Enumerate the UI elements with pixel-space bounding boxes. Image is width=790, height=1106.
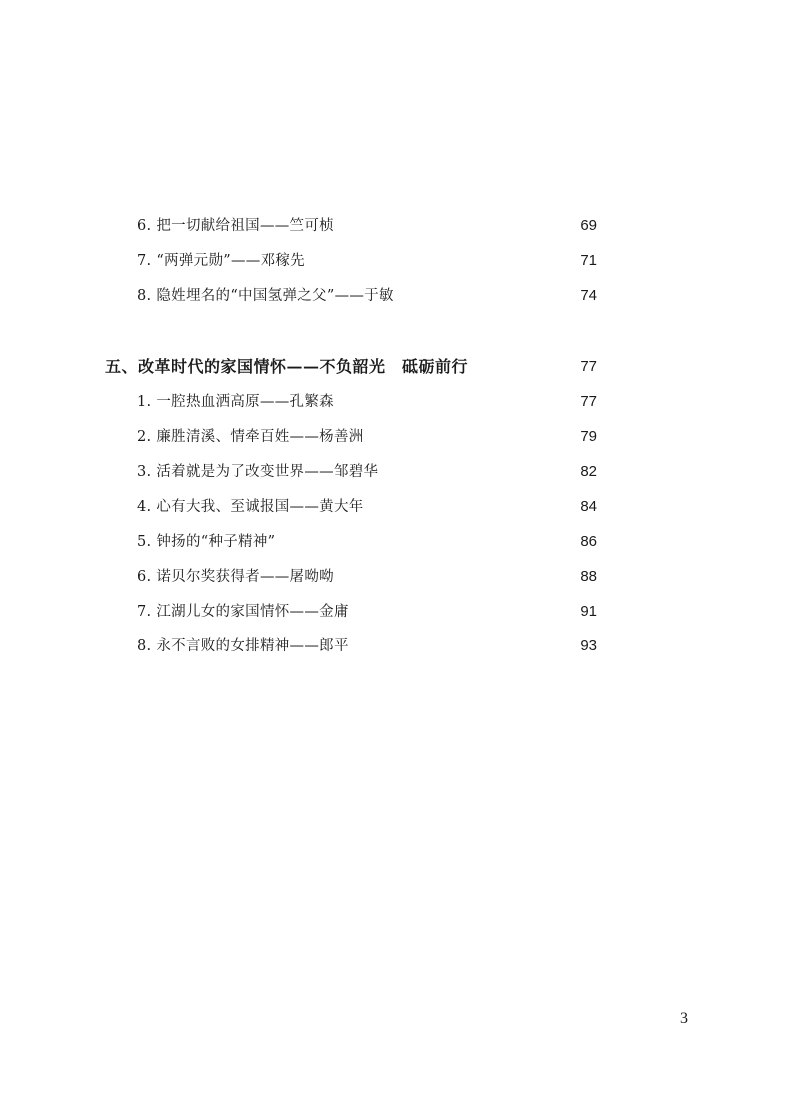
toc-entry — [0, 390, 790, 414]
toc-entry — [0, 565, 790, 589]
toc-entry-page: 79 — [580, 428, 597, 445]
toc-entry-title: 7. “两弹元勋”——邓稼先 — [137, 253, 305, 269]
toc-entry — [0, 460, 790, 484]
toc-entry-title: 4. 心有大我、至诚报国——黄大年 — [137, 499, 364, 515]
toc-entry — [0, 425, 790, 449]
toc-entry — [0, 284, 790, 308]
page-number: 3 — [680, 1010, 688, 1027]
toc-entry-title: 6. 把一切献给祖国——竺可桢 — [137, 218, 334, 234]
toc-entry-page: 91 — [580, 603, 597, 620]
toc-entry — [0, 214, 790, 238]
toc-section-heading — [0, 355, 790, 379]
toc-entry-page: 88 — [580, 568, 597, 585]
toc-entry-page: 86 — [580, 533, 597, 550]
toc-entry-page: 69 — [580, 217, 597, 234]
section-page: 77 — [580, 358, 597, 375]
toc-entry — [0, 600, 790, 624]
toc-entry-title: 8. 永不言败的女排精神——郎平 — [137, 638, 349, 654]
toc-entry-page: 71 — [580, 252, 597, 269]
toc-entry — [0, 634, 790, 658]
toc-entry-title: 1. 一腔热血洒高原——孔繁森 — [137, 394, 334, 410]
toc-entry-page: 82 — [580, 463, 597, 480]
toc-entry-title: 6. 诺贝尔奖获得者——屠呦呦 — [137, 569, 334, 585]
toc-entry-title: 8. 隐姓埋名的“中国氢弹之父”——于敏 — [137, 288, 394, 304]
section-title: 五、改革时代的家国情怀——不负韶光 砥砺前行 — [105, 357, 469, 376]
toc-entry-page: 74 — [580, 287, 597, 304]
toc-entry-title: 7. 江湖儿女的家国情怀——金庸 — [137, 604, 349, 620]
toc-entry-title: 3. 活着就是为了改变世界——邹碧华 — [137, 464, 379, 480]
toc-entry — [0, 249, 790, 273]
toc-entry-title: 5. 钟扬的“种子精神” — [137, 534, 276, 550]
toc-entry — [0, 530, 790, 554]
toc-entry-page: 84 — [580, 498, 597, 515]
toc-entry-page: 93 — [580, 637, 597, 654]
toc-entry — [0, 495, 790, 519]
toc-entry-page: 77 — [580, 393, 597, 410]
toc-entry-title: 2. 廉胜清溪、情牵百姓——杨善洲 — [137, 429, 364, 445]
